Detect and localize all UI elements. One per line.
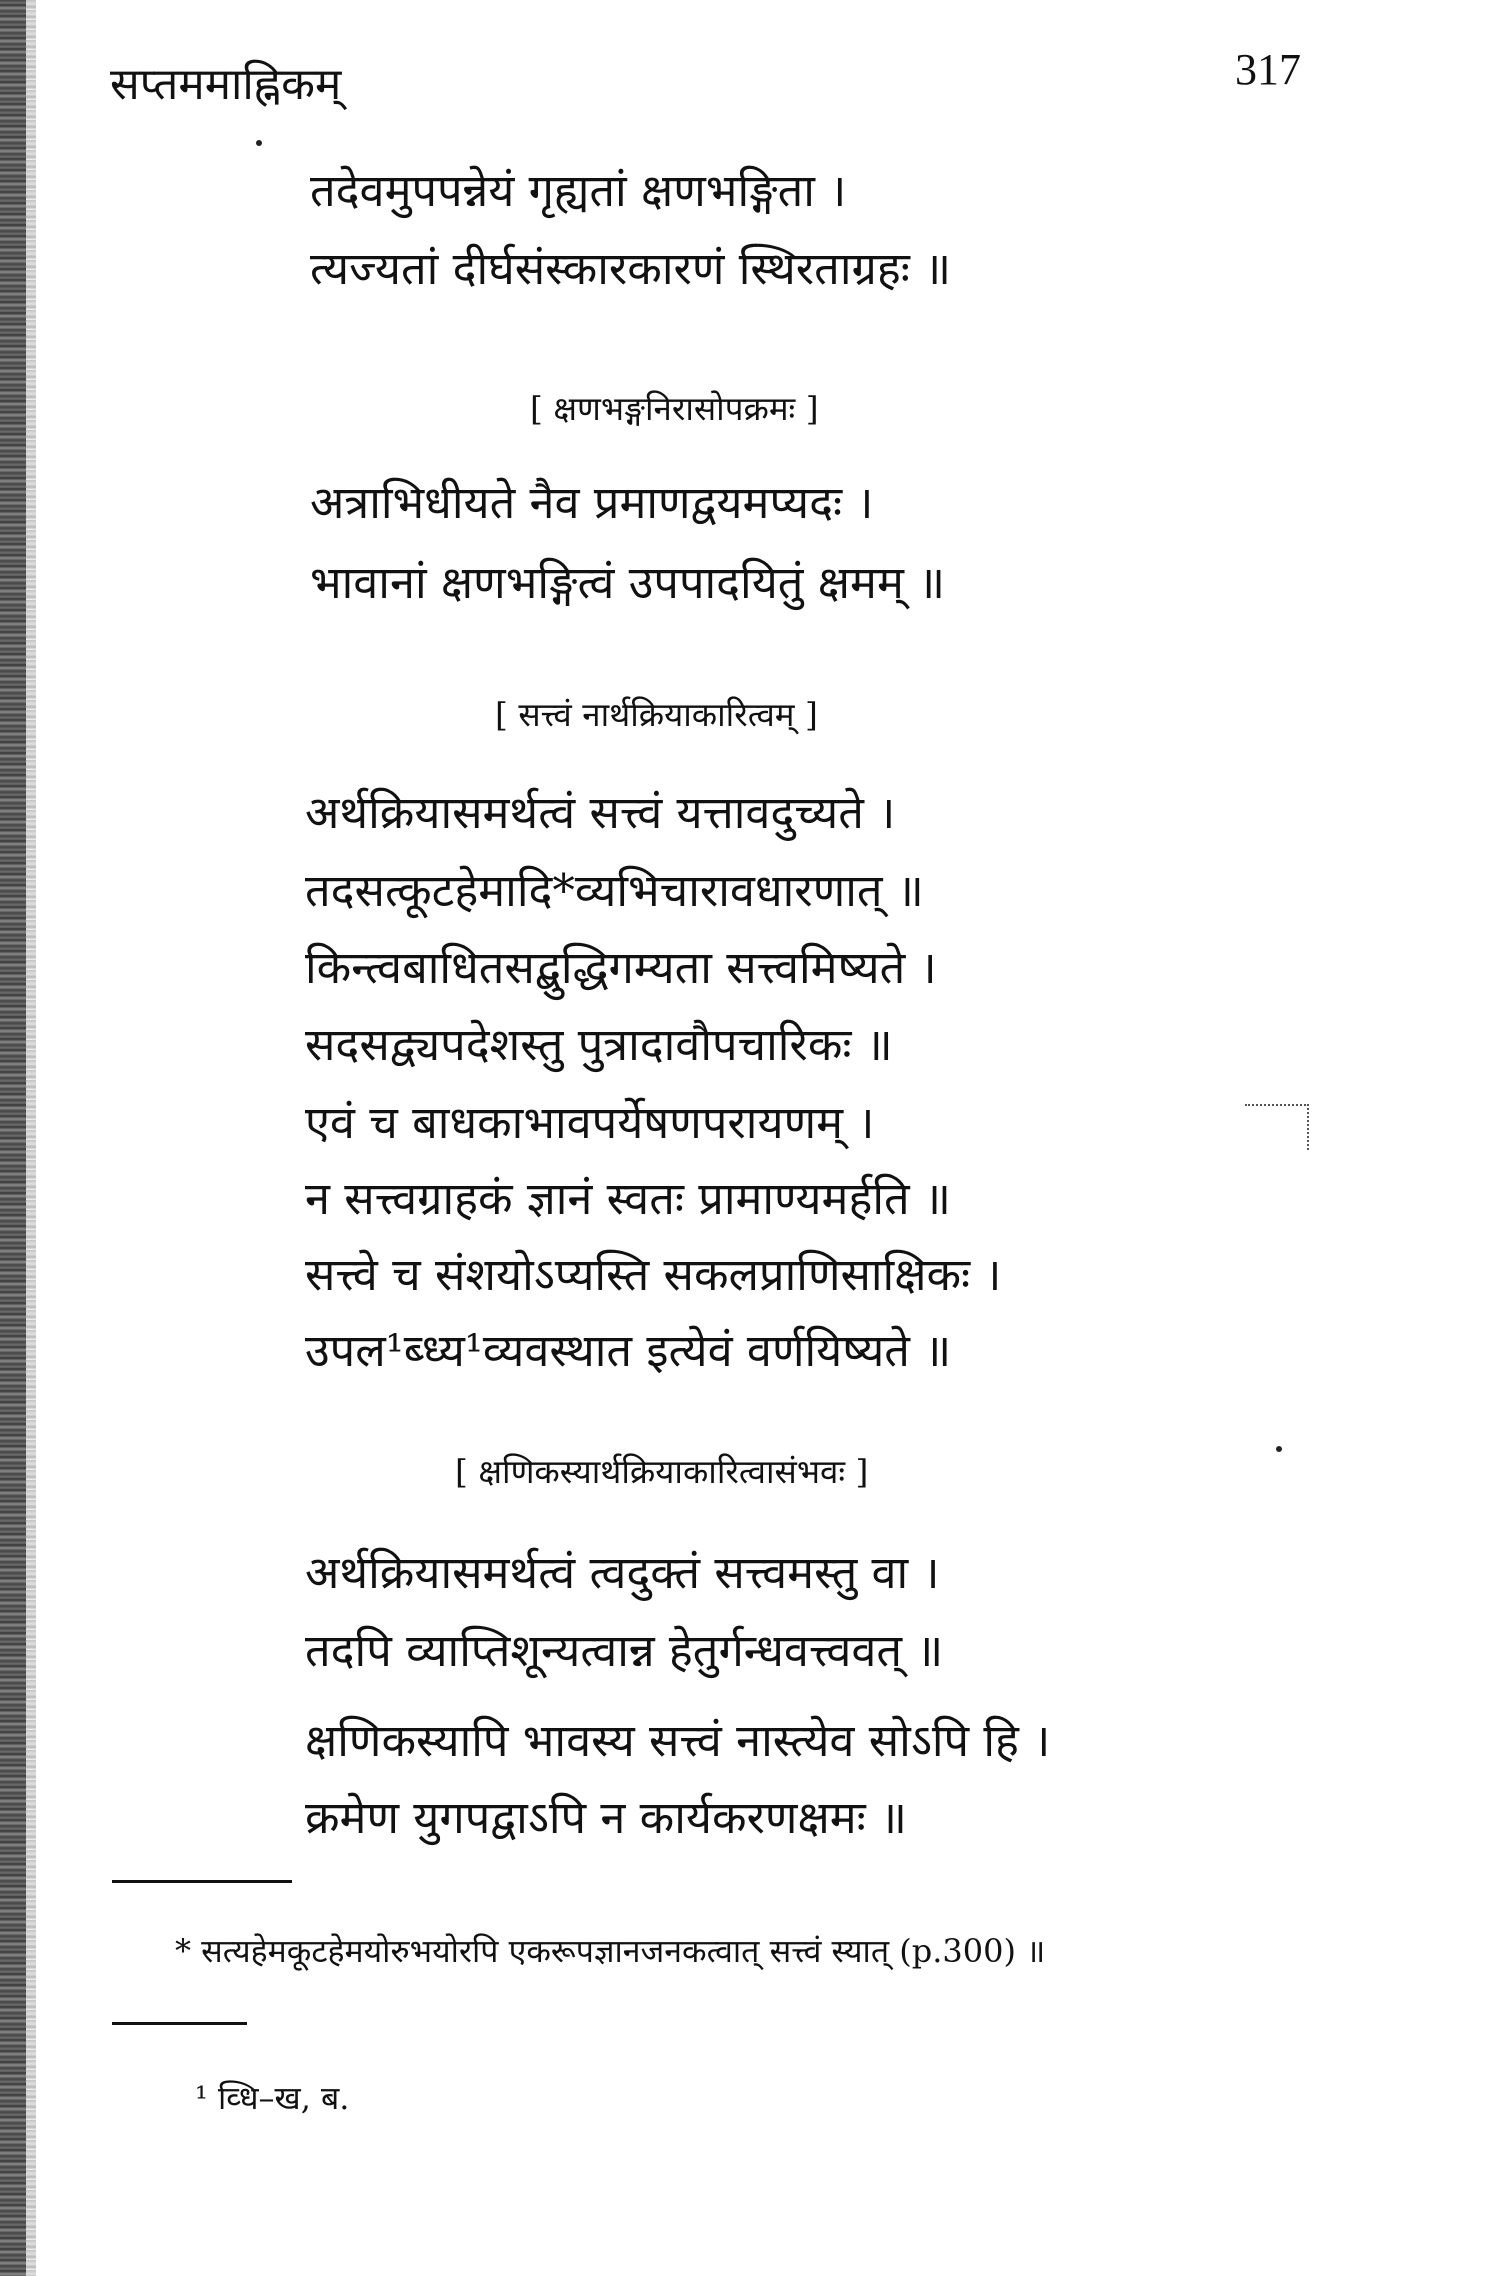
- scan-mark: [1245, 1104, 1309, 1150]
- verse-line: उपल¹ब्ध्य¹व्यवस्थात इत्येवं वर्णयिष्यते ॥: [305, 1324, 952, 1377]
- footnote-rule: [112, 1880, 292, 1883]
- scan-speck: [256, 140, 262, 146]
- verse-line: त्यज्यतां दीर्घसंस्कारकारणं स्थिरताग्रहः ॥: [310, 242, 952, 295]
- section-heading: [ क्षणिकस्यार्थक्रियाकारित्वासंभवः ]: [455, 1452, 869, 1491]
- section-heading: [ क्षणभङ्गनिरासोपक्रमः ]: [530, 389, 819, 428]
- scan-edge-dark: [0, 0, 26, 2276]
- verse-line: अत्राभिधीयते नैव प्रमाणद्वयमप्यदः ।: [310, 476, 874, 529]
- footnote-star: * सत्यहेमकूटहेमयोरुभयोरपि एकरूपज्ञानजनकत्वात् सत्त्वं स्यात् (p.300) ॥: [175, 1932, 1046, 1970]
- page-number: 317: [1235, 45, 1301, 94]
- verse-line: तदसत्कूटहेमादि*व्यभिचारावधारणात् ॥: [305, 864, 924, 917]
- verse-line: अर्थक्रियासमर्थत्वं सत्त्वं यत्तावदुच्यते ।: [305, 786, 896, 839]
- verse-line: भावानां क्षणभङ्गित्वं उपपादयितुं क्षमम् ॥: [310, 556, 946, 609]
- verse-line: क्षणिकस्यापि भावस्य सत्त्वं नास्त्येव सोऽपि हि ।: [305, 1714, 1051, 1767]
- section-heading: [ सत्त्वं नार्थक्रियाकारित्वम् ]: [495, 695, 818, 734]
- running-title: सप्तममाह्निकम्: [110, 59, 342, 110]
- scan-speck: [1276, 1446, 1282, 1452]
- verse-line: क्रमेण युगपद्वाऽपि न कार्यकरणक्षमः ॥: [305, 1791, 907, 1844]
- footnote-rule: [112, 2022, 247, 2025]
- verse-line: अर्थक्रियासमर्थत्वं त्वदुक्तं सत्त्वमस्तु वा ।: [305, 1546, 940, 1599]
- verse-line: किन्त्वबाधितसद्बुद्धिगम्यता सत्त्वमिष्यते ।: [305, 941, 937, 994]
- footnote-numbered: ¹ व्धि–ख, ब.: [195, 2079, 350, 2117]
- verse-line: सत्त्वे च संशयोऽप्यस्ति सकलप्राणिसाक्षिकः ।: [305, 1248, 1002, 1301]
- verse-line: तदेवमुपपन्नेयं गृह्यतां क्षणभङ्गिता ।: [310, 164, 847, 217]
- verse-line: सदसद्व्यपदेशस्तु पुत्रादावौपचारिकः ॥: [305, 1018, 893, 1071]
- verse-line: एवं च बाधकाभावपर्येषणपरायणम् ।: [305, 1096, 875, 1149]
- scan-edge-light: [26, 0, 36, 2276]
- verse-line: न सत्त्वग्राहकं ज्ञानं स्वतः प्रामाण्यमर्हति ॥: [305, 1172, 951, 1225]
- verse-line: तदपि व्याप्तिशून्यत्वान्न हेतुर्गन्धवत्त्ववत् ॥: [305, 1624, 944, 1677]
